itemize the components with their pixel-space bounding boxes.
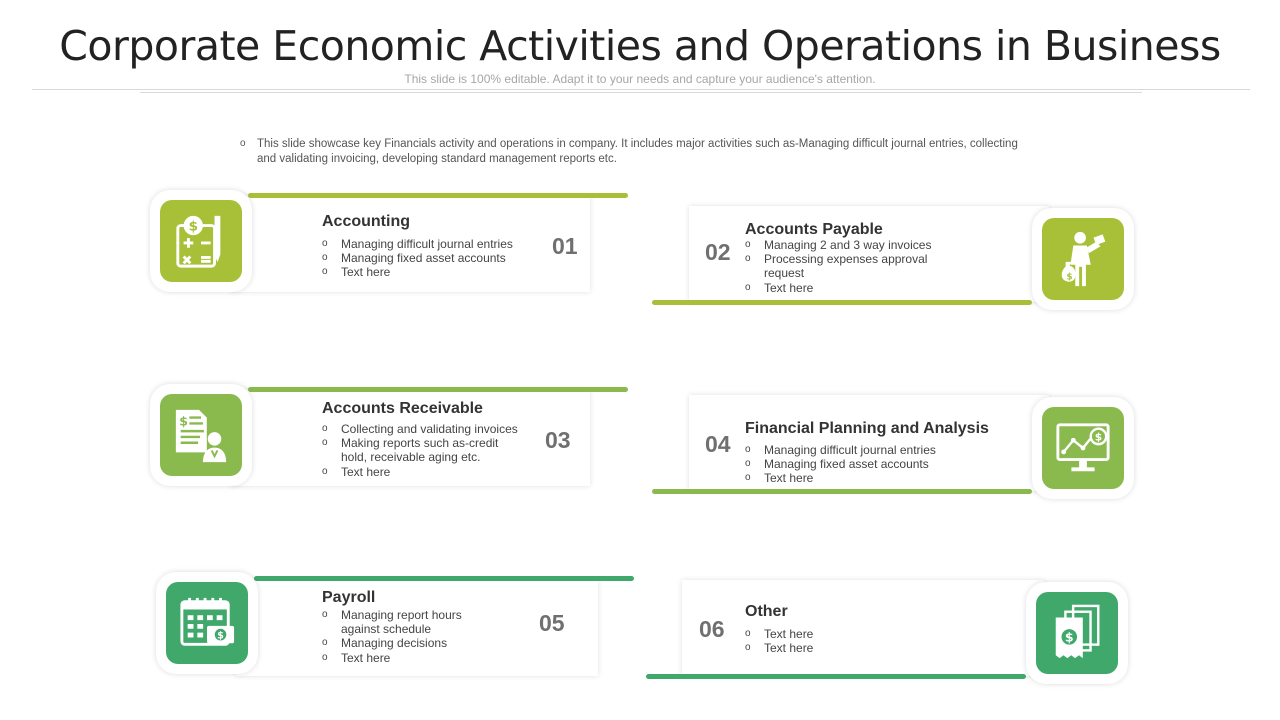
- item-heading: Other: [745, 603, 788, 620]
- svg-text:$: $: [217, 630, 224, 642]
- item-number: 04: [705, 431, 731, 457]
- item-heading: Payroll: [322, 589, 376, 606]
- list-item: o Text here: [322, 265, 532, 279]
- item-number: 01: [552, 233, 578, 259]
- item-number: 06: [699, 616, 725, 642]
- calculator-icon: [172, 212, 230, 270]
- slide-subtitle: This slide is 100% editable. Adapt it to your needs and capture your audience's attention.: [404, 72, 876, 86]
- list-item: o Managing decisions: [322, 636, 502, 650]
- svg-text:$: $: [1094, 430, 1103, 444]
- intro-paragraph: o This slide showcase key Financials activity and operations in company. It includes major activities such as-Managing difficult journal entries, collecting and validating invoicing, developing standard management reports etc.: [240, 138, 1018, 165]
- item-heading: Accounts Receivable: [322, 400, 483, 417]
- accent-bar: [254, 576, 634, 581]
- list-item: o Text here: [745, 627, 905, 641]
- item-heading: Accounting: [322, 213, 410, 230]
- businessman-moneybag-icon: [1054, 230, 1112, 288]
- icon-frame: [1032, 397, 1134, 499]
- monitor-chart-icon: [1054, 419, 1112, 477]
- list-item: o Making reports such as-credit hold, receivable aging etc.: [322, 436, 527, 464]
- item-number: 03: [545, 427, 571, 453]
- accent-bar: [646, 674, 1026, 679]
- list-item: o Text here: [322, 651, 502, 665]
- item-bullets: [322, 237, 532, 280]
- icon-frame: [156, 572, 258, 674]
- list-item: o Text here: [745, 281, 945, 295]
- accent-bar: [248, 387, 628, 392]
- item-bullets: [745, 443, 965, 486]
- item-heading: Financial Planning and Analysis: [745, 420, 989, 437]
- list-item: o Text here: [322, 465, 527, 479]
- item-heading: Accounts Payable: [745, 221, 883, 238]
- icon-frame: [1026, 582, 1128, 684]
- list-item: o Managing fixed asset accounts: [745, 457, 965, 471]
- calendar-money-icon: [178, 594, 236, 652]
- icon-frame: [1032, 208, 1134, 310]
- invoice-person-icon: [172, 406, 230, 464]
- list-item: o Text here: [745, 641, 905, 655]
- item-bullets: [322, 422, 527, 479]
- accent-bar: [652, 489, 1032, 494]
- accent-bar: [248, 193, 628, 198]
- list-item: o Managing report hours against schedule: [322, 608, 502, 636]
- svg-text:$: $: [1064, 629, 1074, 645]
- title-divider-inner: [140, 92, 1142, 93]
- item-bullets: [745, 627, 905, 655]
- item-number: 05: [539, 610, 565, 636]
- item-number: 02: [705, 239, 731, 265]
- svg-text:$: $: [179, 413, 188, 429]
- icon-frame: [150, 384, 252, 486]
- icon-frame: [150, 190, 252, 292]
- title-divider: [32, 89, 1250, 90]
- list-item: o Collecting and validating invoices: [322, 422, 527, 436]
- item-bullets: [322, 608, 502, 665]
- list-item: o Managing difficult journal entries: [745, 443, 965, 457]
- slide-title: Corporate Economic Activities and Operations in Business: [59, 22, 1221, 70]
- cash-stack-icon: [1048, 604, 1106, 662]
- item-bullets: [745, 238, 945, 295]
- accent-bar: [652, 300, 1032, 305]
- svg-text:$: $: [188, 218, 198, 235]
- list-item: o Managing fixed asset accounts: [322, 251, 532, 265]
- list-item: o Text here: [745, 471, 965, 485]
- list-item: o Processing expenses approval request: [745, 252, 945, 280]
- list-item: o Managing difficult journal entries: [322, 237, 532, 251]
- svg-text:$: $: [1066, 272, 1073, 283]
- list-item: o Managing 2 and 3 way invoices: [745, 238, 945, 252]
